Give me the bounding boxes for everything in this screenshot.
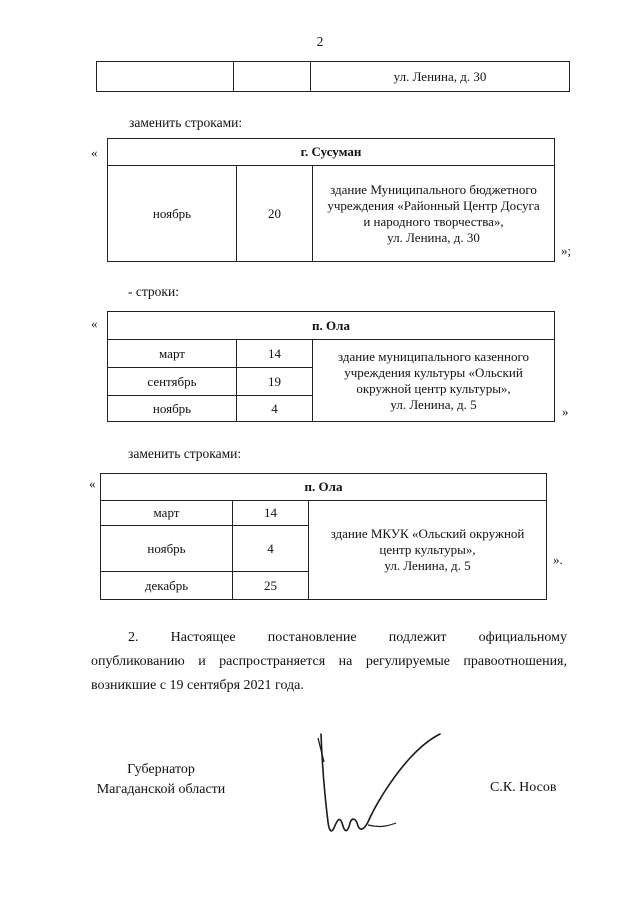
signatory-title: [86, 760, 236, 800]
venue-line: здание Муниципального бюджетного: [330, 181, 537, 197]
venue-line: учреждения культуры «Ольский: [344, 364, 523, 380]
venue-line: учреждения «Районный Центр Досуга: [327, 197, 540, 213]
paragraph-line: возникшие с 19 сентября 2021 года.: [91, 678, 304, 693]
table-susuman-month: ноябрь: [108, 166, 237, 262]
table-row-number: 4: [237, 396, 313, 422]
venue-line: ул. Ленина, д. 5: [390, 396, 477, 412]
table-susuman-venue: [313, 166, 555, 262]
table-row-month: декабрь: [101, 572, 233, 600]
venue-line: окружной центр культуры»,: [356, 380, 511, 396]
close-quote-ola-old: »: [562, 404, 569, 419]
table-ola-new-header: п. Ола: [101, 474, 547, 501]
venue-line: и народного творчества»,: [363, 213, 504, 229]
close-quote-ola-new: ».: [553, 552, 563, 567]
table-row-number: 4: [233, 526, 309, 572]
venue-line: центр культуры»,: [379, 542, 476, 557]
table-row-number: 14: [237, 340, 313, 368]
table-ola-old-header: п. Ола: [108, 312, 555, 340]
paragraph-line: опубликованию и распространяется на регулируемые правоотношения,: [91, 654, 567, 669]
table-row-number: 14: [233, 501, 309, 526]
open-quote-ola-new: «: [89, 476, 96, 491]
table-row-month: март: [108, 340, 237, 368]
table-row-month: ноябрь: [108, 396, 237, 422]
venue-line: здание муниципального казенного: [338, 348, 529, 364]
paragraph-line: 2. Настоящее постановление подлежит официальному: [128, 630, 567, 645]
table-ola-new-venue: [309, 501, 547, 600]
venue-line: ул. Ленина, д. 30: [387, 229, 480, 245]
replace-label-1: заменить строками:: [129, 115, 243, 130]
table-ola-old: [107, 311, 555, 422]
table-row-month: сентябрь: [108, 368, 237, 396]
replace-label-2: заменить строками:: [128, 446, 242, 461]
open-quote-ola-old: «: [91, 316, 98, 331]
venue-line: ул. Ленина, д. 5: [384, 558, 471, 573]
top-row-col1: [97, 62, 234, 92]
top-row-col2: [234, 62, 311, 92]
table-row-month: март: [101, 501, 233, 526]
top-table-row: [96, 61, 570, 92]
close-quote-susuman: »;: [561, 243, 572, 258]
rows-label: - строки:: [128, 284, 179, 299]
handwritten-signature: [310, 730, 450, 840]
signatory-name: С.К. Носов: [490, 780, 557, 795]
page-number: 2: [316, 34, 324, 49]
signatory-title-line: Губернатор: [127, 762, 195, 777]
signatory-title-line: Магаданской области: [96, 782, 226, 797]
table-ola-old-venue: [313, 340, 555, 422]
table-row-number: 19: [237, 368, 313, 396]
venue-line: здание МКУК «Ольский окружной: [330, 526, 525, 541]
table-susuman-header: г. Сусуман: [108, 139, 555, 166]
top-row-address: ул. Ленина, д. 30: [311, 62, 570, 92]
paragraph-2: [91, 626, 567, 698]
table-ola-new: [100, 473, 547, 600]
table-row-number: 25: [233, 572, 309, 600]
table-row-month: ноябрь: [101, 526, 233, 572]
table-susuman: [107, 138, 555, 262]
open-quote-susuman: «: [91, 145, 98, 160]
table-susuman-number: 20: [237, 166, 313, 262]
